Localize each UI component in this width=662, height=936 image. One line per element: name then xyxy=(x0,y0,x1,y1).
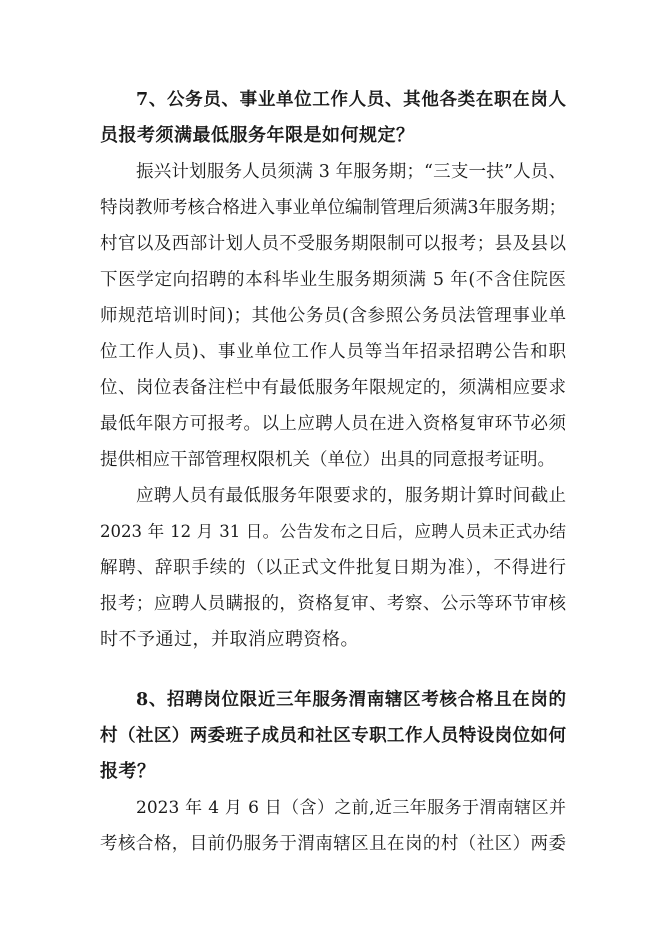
section7-para1-line-6: 位工作人员)、事业单位工作人员等当年招录招聘公告和职 xyxy=(100,342,566,362)
section7-para1-line-7: 位、岗位表备注栏中有最低服务年限规定的，须满相应要求 xyxy=(100,378,566,398)
section7-para2-line-5: 时不予通过，并取消应聘资格。 xyxy=(100,629,359,650)
section8-heading-line-1: 8、招聘岗位限近三年服务渭南辖区考核合格且在岗的 xyxy=(136,690,566,710)
section7-para1-line-9: 提供相应干部管理权限机关（单位）出具的同意报考证明。 xyxy=(100,450,555,470)
section7-heading-line-2: 员报考须满最低服务年限是如何规定？ xyxy=(100,125,415,146)
section8-para1-line-1: 2023 年 4 月 6 日（含）之前,近三年服务于渭南辖区并 xyxy=(136,798,566,818)
section7-para1-line-3: 村官以及西部计划人员不受服务期限制可以报考；县及县以 xyxy=(100,234,566,254)
section8-heading-line-2: 村（社区）两委班子成员和社区专职工作人员特设岗位如何 xyxy=(100,726,566,746)
section8-para1-line-2: 考核合格，目前仍服务于渭南辖区且在岗的村（社区）两委 xyxy=(100,834,566,854)
section7-para2-line-1: 应聘人员有最低服务年限要求的，服务期计算时间截止 xyxy=(136,486,566,506)
section7-para2-line-4: 报考；应聘人员瞒报的，资格复审、考察、公示等环节审核 xyxy=(100,594,566,614)
section7-para1-line-4: 下医学定向招聘的本科毕业生服务期须满 5 年(不含住院医 xyxy=(100,270,566,290)
section7-heading-line-1: 7、公务员、事业单位工作人员、其他各类在职在岗人 xyxy=(136,90,566,110)
section7-para1-line-1: 振兴计划服务人员须满 3 年服务期；“三支一扶”人员、 xyxy=(136,162,566,182)
section7-para1-line-5: 师规范培训时间)；其他公务员(含参照公务员法管理事业单 xyxy=(100,306,566,326)
section7-para1-line-2: 特岗教师考核合格进入事业单位编制管理后须满3年服务期； xyxy=(100,198,567,218)
section7-para2-line-3: 解聘、辞职手续的（以正式文件批复日期为准），不得进行 xyxy=(100,558,566,578)
section7-para1-line-8: 最低年限方可报考。以上应聘人员在进入资格复审环节必须 xyxy=(100,414,566,434)
section8-heading-line-3: 报考？ xyxy=(100,761,156,782)
section7-para2-line-2: 2023 年 12 月 31 日。公告发布之日后，应聘人员未正式办结 xyxy=(100,522,566,541)
